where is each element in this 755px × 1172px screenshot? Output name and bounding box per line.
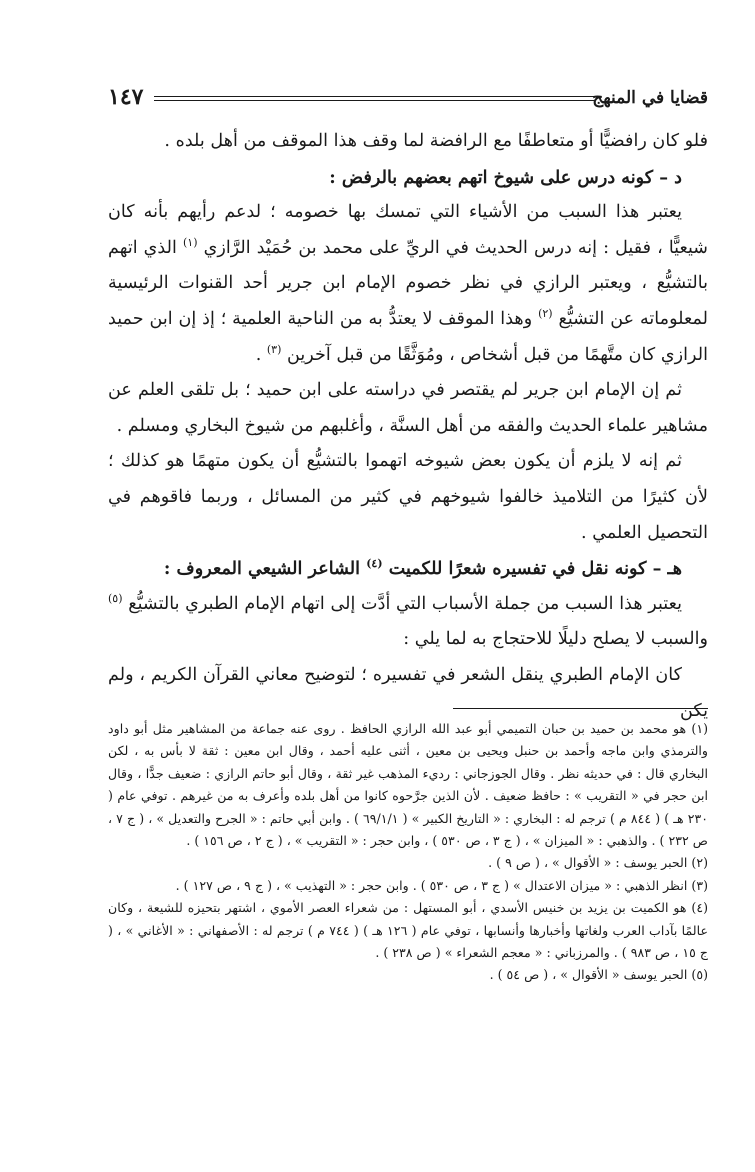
footnote-separator (453, 708, 708, 709)
running-title: قضايا في المنهج (592, 88, 708, 108)
text-segment: . (255, 344, 262, 365)
footnote-2: (٢) الحبر يوسف : « الأقوال » ، ( ص ٩ ) . (488, 855, 708, 871)
paragraph-continuation: فلو كان رافضيًّا أو متعاطفًا مع الرافضة لما وقف هذا الموقف من أهل بلده . (164, 131, 708, 151)
paragraph-teachers: ثم إن الإمام ابن جرير لم يقتصر في دراسته على ابن حميد ؛ بل تلقى العلم عن مشاهير علماء الحديث والفقه من أهل السنَّة ، وأغلبهم من شيوخ البخاري ومسلم . (108, 380, 708, 436)
heading-segment: الشاعر الشيعي المعروف : (163, 558, 361, 580)
paragraph-ibn-humaid (108, 195, 708, 373)
header-double-rule (154, 96, 596, 101)
section-heading-d: د – كونه درس على شيوخ اتهم بعضهم بالرفض : (329, 166, 682, 188)
text-segment: وهذا الموقف لا يعتدُّ به من الناحية العلمية ؛ إذ إن ابن حميد الرازي كان متَّهمًا من قبل أشخاص ، ومُوَثَّقًا من قبل آخرين (108, 308, 708, 365)
heading-segment: هـ – كونه نقل في تفسيره شعرًا للكميت (388, 558, 682, 580)
footnote-1: (١) هو محمد بن حميد بن حبان التميمي أبو عبد الله الرازي الحافظ . روى عنه جماعة من المشاهير مثل أبو داود والترمذي وابن ماجه وأحمد بن حنبل ويحيى بن معين ، أثنى عليه أحمد ، وقال ابن معين : ثقة لا بأس به ، لكن البخاري قال : في حديثه نظر . وقال الجوزجاني : رديء المذهب غير ثقة ، وقال أبو حاتم الرازي : ضعيف جدًّا ، وقال ابن حجر في « التقريب » : حافظ ضعيف . لأن الذين جرَّحوه كانوا من أهل بلده وأعرف به من غيرهم . توفي عام ( ٢٣٠ هـ ) ( ٨٤٤ م ) ترجم له : البخاري : « التاريخ الكبير » ( ٦٩/١/١ ) . وابن أبي حاتم : « الجرح والتعديل » ، ( ج ٧ ، ص ٢٣٢ ) . والذهبي : « الميزان » ، ( ج ٣ ، ص ٥٣٠ ) ، وابن حجر : « التقريب » ، ( ج ٢ ، ص ١٥٦ ) . (108, 721, 708, 849)
text-segment: الذي اتهم بالتشيُّع ، ويعتبر الرازي في نظر خصوم الإمام ابن جرير أحد القنوات الرئيسية لمعلوماته عن التشيُّع (108, 237, 709, 329)
footnote-4: (٤) هو الكميت بن يزيد بن خنيس الأسدي ، أبو المستهل : من شعراء العصر الأموي ، اشتهر بتحيزه للشيعة ، وكان عالمًا بآداب العرب ولغاتها وأخبارها وأنسابها ، توفي عام ( ١٢٦ هـ ) ( ٧٤٤ م ) ترجم له : الأصفهاني : « الأغاني » ، ( ج ١٥ ، ص ٩٨٣ ) . والمرزباني : « معجم الشعراء » ( ص ٢٣٨ ) . (108, 900, 708, 961)
page-header (108, 84, 708, 114)
paragraph-kumait-reason (108, 587, 708, 658)
footnote-ref-2: (٢) (538, 307, 553, 321)
text-segment: يعتبر هذا السبب من الأشياء التي تمسك بها خصومه ؛ لدعم رأيهم بأنه كان شيعيًّا ، فقيل : إنه درس الحديث في الريِّ على محمد بن حُمَيْد الرَّازي (108, 202, 709, 258)
page-number: ١٤٧ (108, 84, 144, 110)
paragraph-poetry: كان الإمام الطبري ينقل الشعر في تفسيره ؛ لتوضيح معاني القرآن الكريم ، ولم يكن (108, 664, 708, 721)
text-segment: والسبب لا يصلح دليلًا للاحتجاج به لما يلي : (403, 629, 708, 650)
footnote-ref-1: (١) (182, 235, 198, 249)
footnote-ref-3: (٣) (266, 342, 282, 356)
footnotes (108, 718, 708, 987)
footnote-ref-4: (٤) (366, 557, 383, 571)
footnote-3: (٣) انظر الذهبي : « ميزان الاعتدال » ( ج ٣ ، ص ٥٣٠ ) . وابن حجر : « التهذيب » ، ( ج ٩ ، ص ١٢٧ ) . (175, 877, 708, 893)
footnote-5: (٥) الحبر يوسف « الأقوال » ، ( ص ٥٤ ) . (489, 967, 708, 983)
paragraph-students: ثم إنه لا يلزم أن يكون بعض شيوخه اتهموا بالتشيُّع أن يكون متهمًا هو كذلك ؛ لأن كثيرًا من التلاميذ خالفوا شيوخهم في كثير من المسائل ، وربما فاقوهم في التحصيل العلمي . (108, 451, 708, 543)
footnote-ref-5: (٥) (108, 591, 123, 605)
main-text (108, 124, 708, 729)
section-heading-h (108, 551, 708, 587)
text-segment: يعتبر هذا السبب من جملة الأسباب التي أدَّت إلى اتهام الإمام الطبري بالتشيُّع (128, 593, 682, 614)
